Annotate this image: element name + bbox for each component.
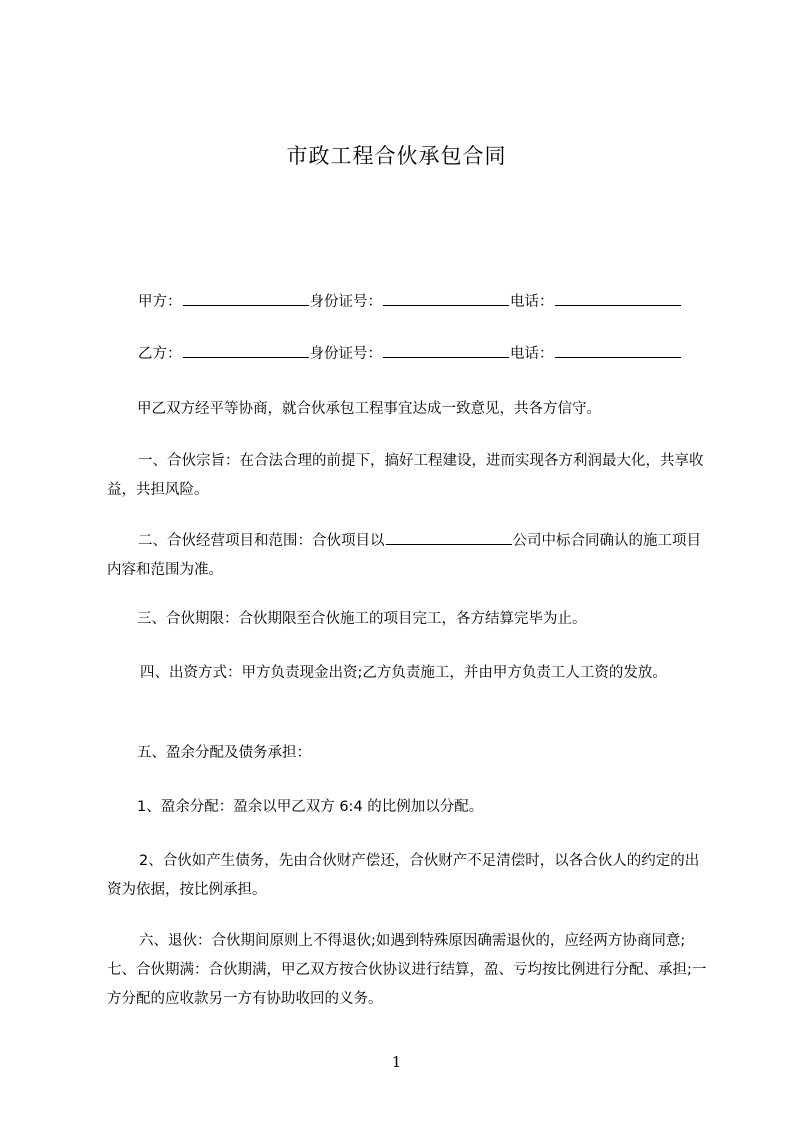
party-a-phone-label: 电话： <box>510 294 554 310</box>
page-number: 1 <box>391 1053 402 1071</box>
party-b-id-label: 身份证号： <box>309 346 382 362</box>
clause-5-heading: 五、盈余分配及债务承担： <box>137 745 311 761</box>
party-b-phone-label: 电话： <box>510 346 554 362</box>
party-b-label: 乙方： <box>138 346 182 362</box>
clause-4: 四、出资方式：甲方负责现金出资;乙方负责施工，并由甲方负责工人工资的发放。 <box>140 665 667 681</box>
clause-1: 一、合伙宗旨：在合法合理的前提下，搞好工程建设，进而实现各方利润最大化，共享收益，共担风险。 <box>107 453 704 498</box>
party-b-line <box>138 340 738 369</box>
clause-5-1: 1、盈余分配：盈余以甲乙双方 6:4 的比例加以分配。 <box>137 799 484 815</box>
clause-2-text-before: 二、合伙经营项目和范围：合伙项目以 <box>138 533 385 549</box>
party-a-id-blank <box>383 291 509 306</box>
document-title: 市政工程合伙承包合同 <box>286 144 507 168</box>
party-a-line <box>138 288 738 317</box>
party-b-id-blank <box>383 343 509 358</box>
party-b-name-blank <box>183 343 309 358</box>
clause-3: 三、合伙期限：合伙期限至合伙施工的项目完工，各方结算完毕为止。 <box>137 611 587 627</box>
clause-6: 六、退伙：合伙期间原则上不得退伙;如遇到特殊原因确需退伙的，应经两方协商同意;七、合伙期满：合伙期满，甲乙双方按合伙协议进行结算，盈、亏均按比例进行分配、承担;一方分配的应收款另一方有协助收回的义务。 <box>107 933 707 1007</box>
intro-paragraph: 甲乙双方经平等协商，就合伙承包工程事宜达成一致意见，共各方信守。 <box>137 401 601 417</box>
clause-5-2: 2、合伙如产生债务，先由合伙财产偿还，合伙财产不足清偿时，以各合伙人的约定的出资为依据，按比例承担。 <box>107 853 700 898</box>
party-a-phone-blank <box>555 291 681 306</box>
party-a-id-label: 身份证号： <box>309 294 382 310</box>
clause-2 <box>107 527 707 585</box>
clause-2-company-blank <box>386 530 512 545</box>
party-a-label: 甲方： <box>138 294 182 310</box>
party-a-name-blank <box>183 291 309 306</box>
party-b-phone-blank <box>555 343 681 358</box>
clause-2-text-after: 公司中标合同确认的施工项目内容和范围为准。 <box>107 533 701 578</box>
